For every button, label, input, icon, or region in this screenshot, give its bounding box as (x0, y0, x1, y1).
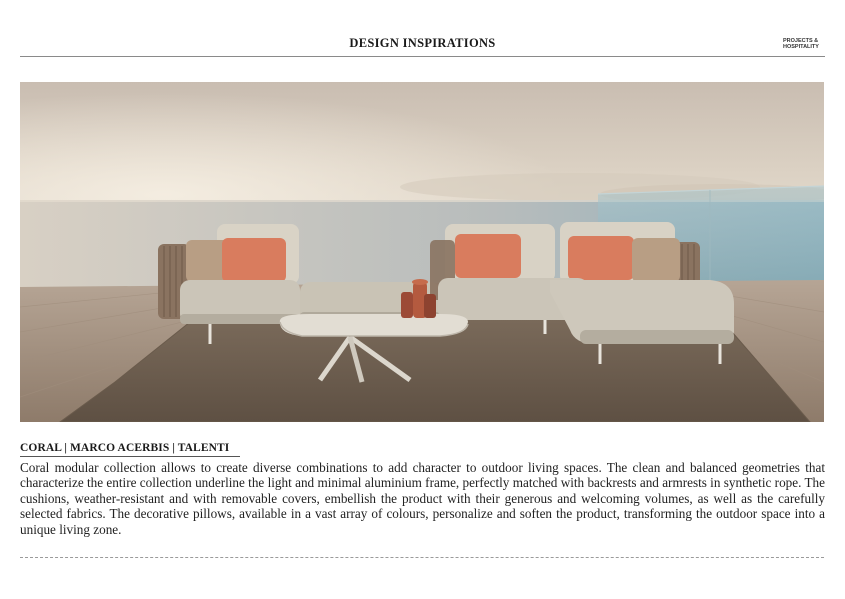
footer-divider (20, 557, 824, 558)
header-divider (20, 56, 825, 57)
product-title: CORAL | MARCO ACERBIS | TALENTI (20, 442, 230, 454)
section-tag-line-2: HOSPITALITY (783, 44, 819, 50)
product-photo (20, 82, 824, 422)
product-description: Coral modular collection allows to create diverse combinations to add character to outdoor living spaces. The clean and balanced geometries that characterize the entire collection underline the light and minimal aluminium frame, perfectly matched with backrests and armrests in synthetic rope. The cushions, weather-resistant and with removable covers, embellish the product with their generous and welcoming volumes, as well as the carefully selected fabrics. The decorative pillows, available in a vast array of colours, personalize and soften the product, transforming the outdoor space into a unique living zone. (20, 460, 825, 537)
section-tag-line-1: PROJECTS & (783, 38, 819, 44)
section-tag (783, 38, 819, 50)
page-title: DESIGN INSPIRATIONS (349, 36, 496, 50)
title-underline (20, 456, 240, 457)
